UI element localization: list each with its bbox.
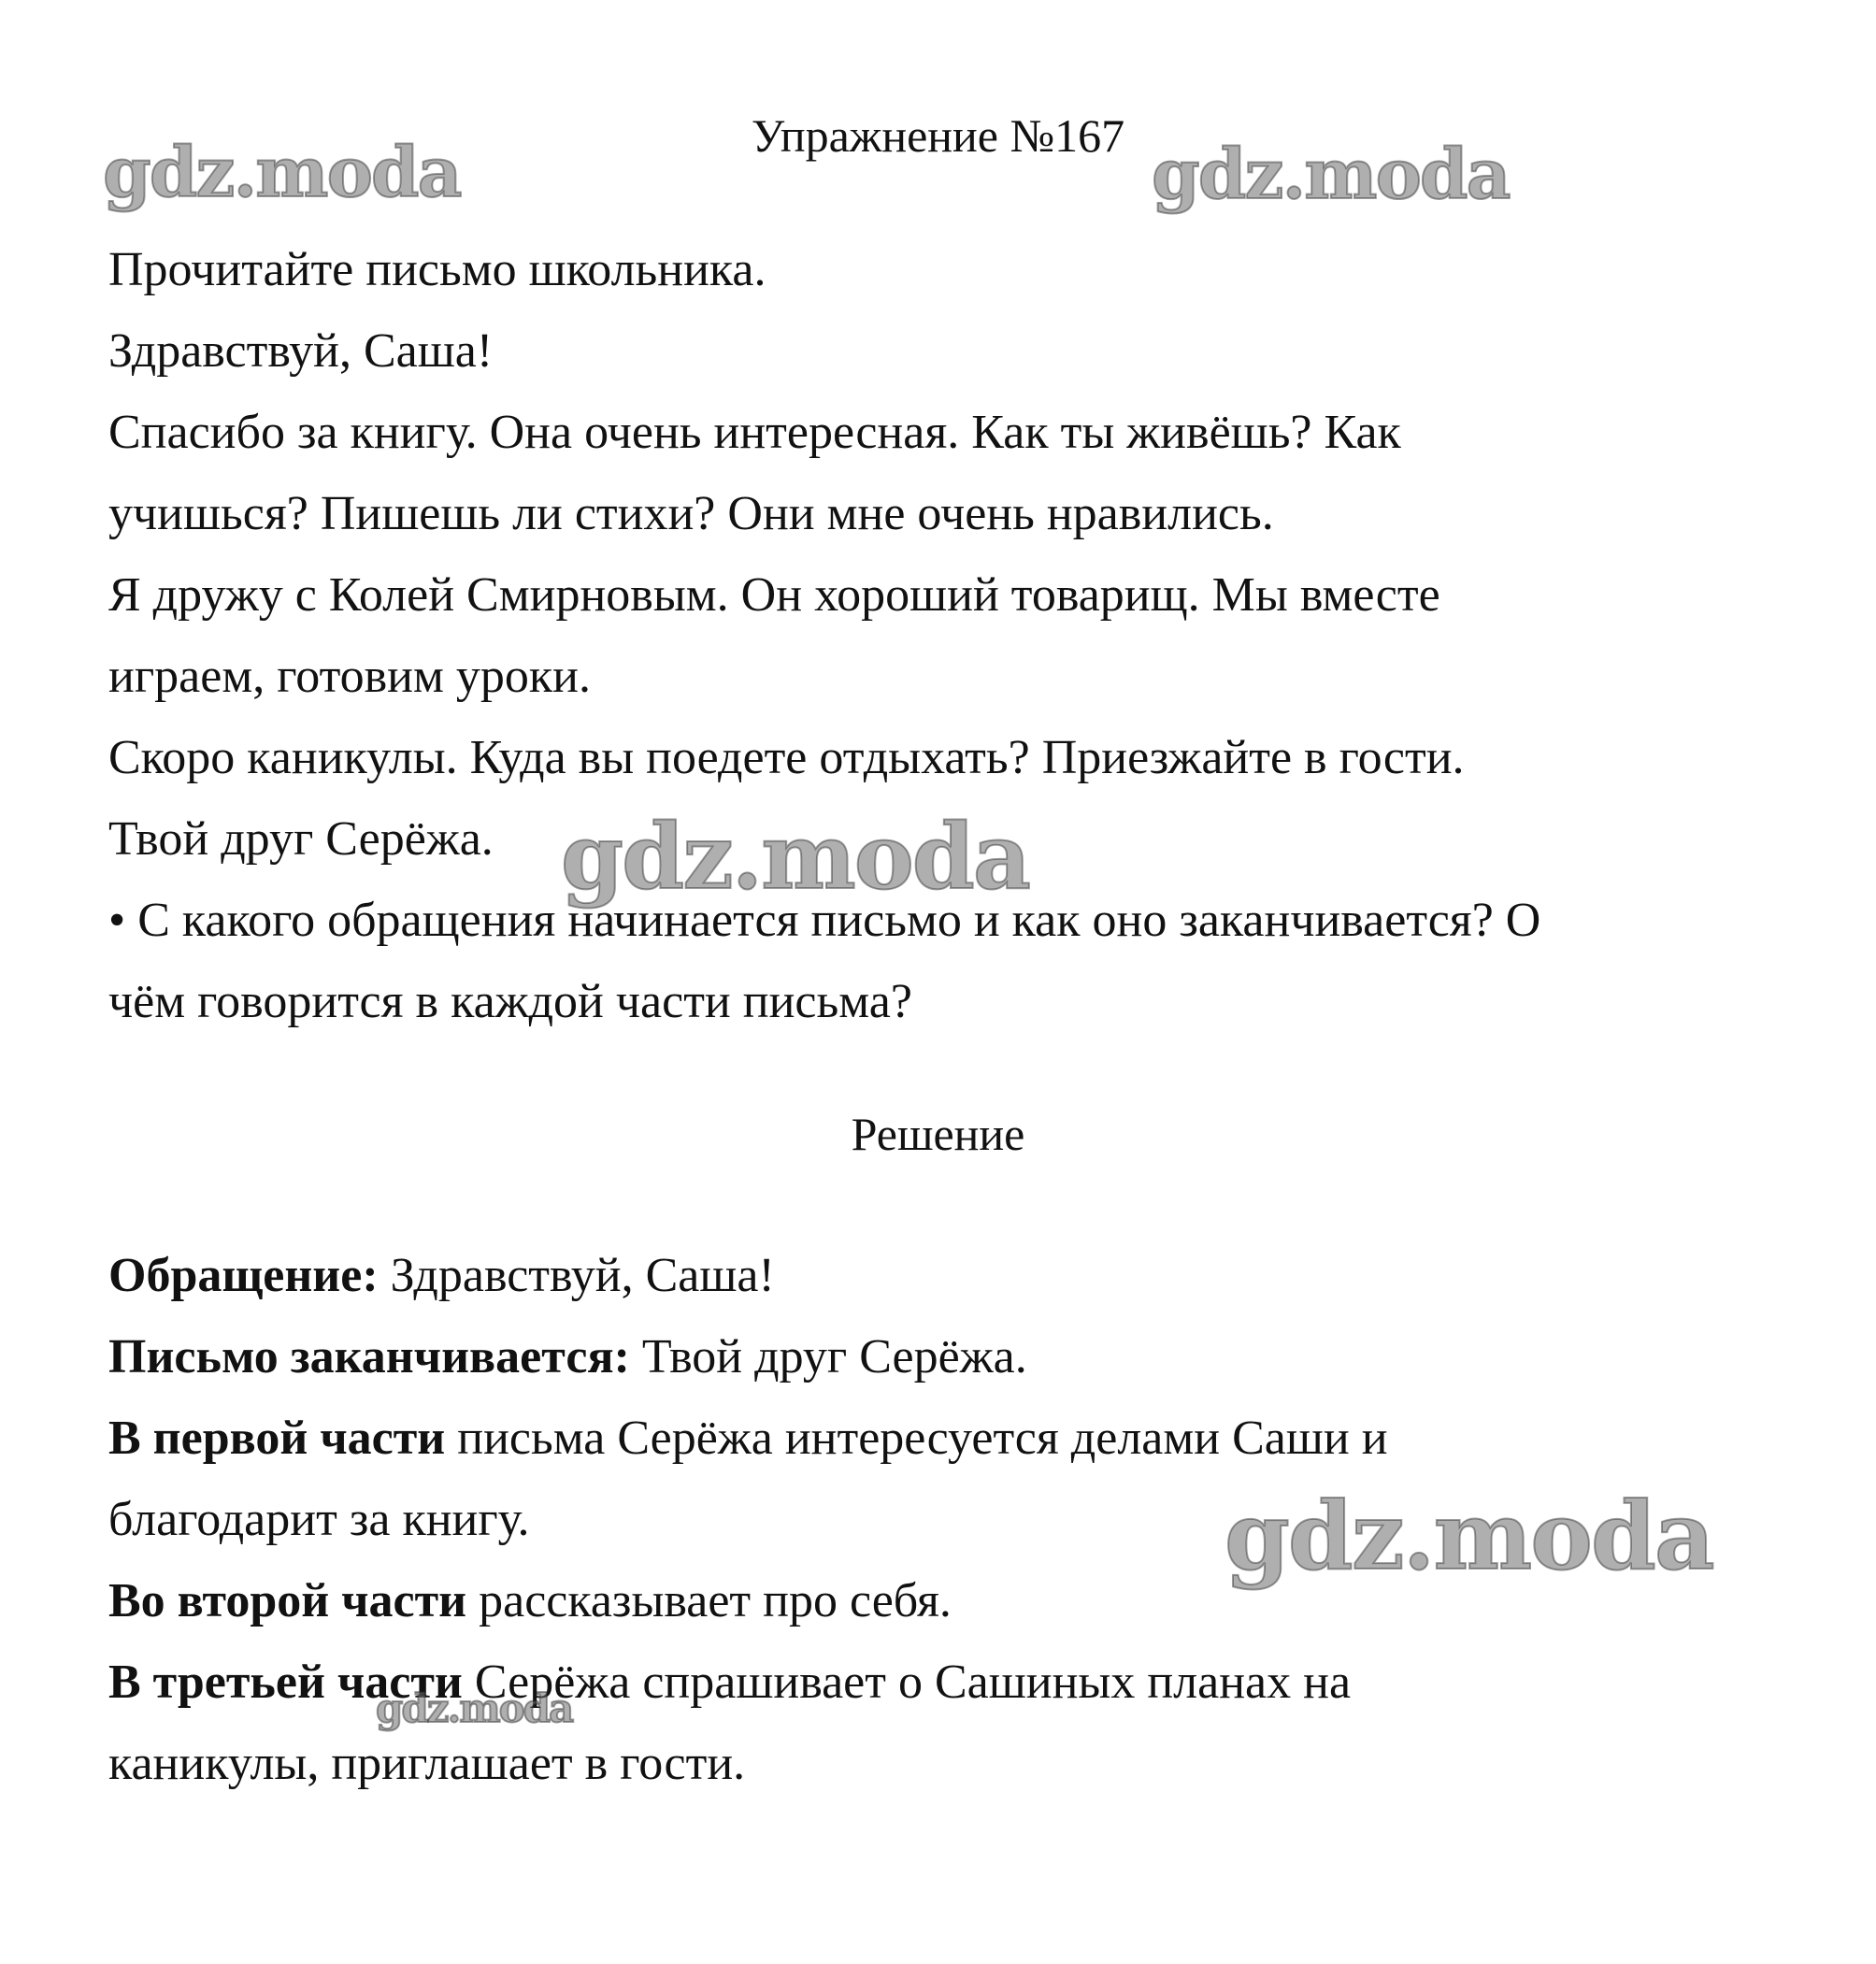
- part2-text: рассказывает про себя.: [466, 1574, 952, 1627]
- part3-text: Серёжа спрашивает о Сашиных планах на: [462, 1656, 1352, 1709]
- ending-text: Твой друг Серёжа.: [629, 1330, 1027, 1383]
- task-question-line-2: чём говорится в каждой части письма?: [108, 975, 912, 1028]
- part1-text: письма Серёжа интересуется делами Саши и: [445, 1412, 1388, 1465]
- task-line-7: Скоро каникулы. Куда вы поедете отдыхать? Приезжайте в гости.: [108, 731, 1465, 784]
- task-line-3: Спасибо за книгу. Она очень интересная. Как ты живёшь? Как: [108, 406, 1401, 459]
- watermark: gdz.moda: [1152, 135, 1510, 215]
- solution-part3-cont: каникулы, приглашает в гости.: [108, 1737, 746, 1790]
- watermark: gdz.moda: [1224, 1481, 1713, 1591]
- part3-label: В третьей части: [108, 1656, 463, 1709]
- part1-label: В первой части: [108, 1412, 446, 1465]
- solution-heading: Решение: [851, 1108, 1025, 1160]
- solution-part3: [108, 1650, 1351, 1715]
- solution-address: [108, 1243, 775, 1309]
- task-line-1: Прочитайте письмо школьника.: [108, 243, 766, 296]
- task-line-4: учишься? Пишешь ли стихи? Они мне очень нравились.: [108, 487, 1274, 540]
- ending-label: Письмо заканчивается:: [108, 1330, 630, 1383]
- solution-ending: [108, 1325, 1027, 1390]
- task-line-8: Твой друг Серёжа.: [108, 812, 494, 866]
- solution-part2: [108, 1569, 952, 1634]
- task-line-5: Я дружу с Колей Смирновым. Он хороший товарищ. Мы вместе: [108, 568, 1440, 622]
- task-line-2: Здравствуй, Саша!: [108, 324, 494, 378]
- exercise-title: Упражнение №167: [751, 109, 1125, 162]
- address-text: Здравствуй, Саша!: [378, 1249, 775, 1302]
- task-question-line-1: • С какого обращения начинается письмо и как оно заканчивается? О: [108, 894, 1541, 947]
- watermark: gdz.moda: [103, 133, 461, 213]
- task-line-6: играем, готовим уроки.: [108, 650, 591, 703]
- solution-part1-cont: благодарит за книгу.: [108, 1493, 530, 1546]
- part2-label: Во второй части: [108, 1574, 467, 1627]
- watermark: gdz.moda: [376, 1685, 573, 1731]
- watermark: gdz.moda: [561, 804, 1030, 910]
- solution-part1: [108, 1406, 1388, 1471]
- address-label: Обращение:: [108, 1249, 379, 1302]
